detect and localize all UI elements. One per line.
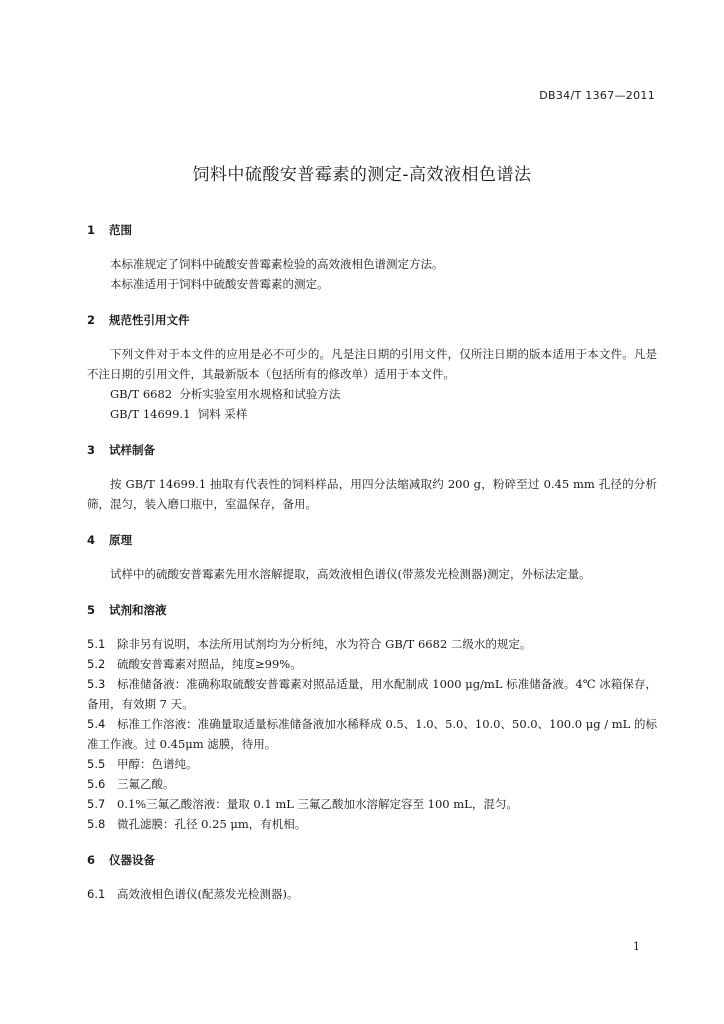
clause-text: 甲醇：色谱纯。 — [117, 757, 198, 771]
section-title: 试样制备 — [109, 443, 156, 457]
clause-text: 0.1%三氟乙酸溶液：量取 0.1 mL 三氟乙酸加水溶解定容至 100 mL，混匀。 — [117, 797, 518, 811]
section-1-heading — [87, 220, 657, 240]
page-number: 1 — [633, 940, 640, 953]
clause-number: 6.1 — [87, 887, 106, 901]
section-4-heading — [87, 530, 657, 550]
clause-text: 除非另有说明，本法所用试剂均为分析纯，水为符合 GB/T 6682 二级水的规定。 — [117, 637, 532, 651]
section-number: 3 — [87, 443, 96, 457]
clause-5-8 — [87, 814, 657, 834]
section-title: 试剂和溶液 — [109, 603, 167, 617]
clause-5-5 — [87, 754, 657, 774]
section-4-paragraph: 试样中的硫酸安普霉素先用水溶解提取，高效液相色谱仪(带蒸发光检测器)测定，外标法定量。 — [110, 567, 591, 581]
section-title: 原理 — [109, 533, 133, 547]
reference-gbt-14699: GB/T 14699.1 饲料 采样 — [110, 407, 248, 421]
section-title: 仪器设备 — [109, 853, 156, 867]
clause-text: 三氟乙酸。 — [117, 777, 175, 791]
clause-5-4 — [87, 714, 657, 754]
section-3-paragraph: 按 GB/T 14699.1 抽取有代表性的饲料样品，用四分法缩减取约 200 g，粉碎至过 0.45 mm 孔径的分析筛，混匀，装入磨口瓶中，室温保存，备用。 — [87, 477, 657, 511]
section-number: 4 — [87, 533, 96, 547]
section-3-heading — [87, 440, 657, 460]
section-1-line-2: 本标准适用于饲料中硫酸安普霉素的测定。 — [110, 277, 329, 291]
clause-text: 硫酸安普霉素对照品，纯度≥99%。 — [117, 657, 302, 671]
section-number: 5 — [87, 603, 96, 617]
section-number: 6 — [87, 853, 96, 867]
section-title: 规范性引用文件 — [109, 313, 190, 327]
section-6-heading — [87, 850, 657, 870]
clause-number: 5.2 — [87, 657, 106, 671]
section-5-heading — [87, 600, 657, 620]
section-number: 2 — [87, 313, 96, 327]
clause-number: 5.6 — [87, 777, 106, 791]
clause-5-6 — [87, 774, 657, 794]
clause-number: 5.3 — [87, 677, 106, 691]
document-title: 饲料中硫酸安普霉素的测定-高效液相色谱法 — [192, 165, 532, 185]
standard-code: DB34/T 1367—2011 — [539, 89, 655, 102]
clause-number: 5.4 — [87, 717, 106, 731]
clause-number: 5.5 — [87, 757, 106, 771]
clause-number: 5.1 — [87, 637, 106, 651]
section-title: 范围 — [109, 223, 133, 237]
section-1-line-1: 本标准规定了饲料中硫酸安普霉素检验的高效液相色谱测定方法。 — [110, 257, 444, 271]
clause-text: 高效液相色谱仪(配蒸发光检测器)。 — [117, 887, 299, 901]
clause-text: 标准工作溶液：准确量取适量标准储备液加水稀释成 0.5、1.0、5.0、10.0、50.0、100.0 μg / mL 的标准工作液。过 0.45μm 滤膜，待用。 — [87, 717, 657, 751]
clause-text: 标准储备液：准确称取硫酸安普霉素对照品适量，用水配制成 1000 μg/mL 标准储备液。4℃ 冰箱保存，备用，有效期 7 天。 — [87, 677, 657, 711]
document-body — [87, 220, 657, 904]
clause-6-1 — [87, 884, 657, 904]
section-2-heading — [87, 310, 657, 330]
clause-5-7 — [87, 794, 657, 814]
clause-5-2 — [87, 654, 657, 674]
clause-number: 5.8 — [87, 817, 106, 831]
reference-gbt-6682: GB/T 6682 分析实验室用水规格和试验方法 — [110, 387, 341, 401]
section-2-paragraph: 下列文件对于本文件的应用是必不可少的。凡是注日期的引用文件，仅所注日期的版本适用于本文件。凡是不注日期的引用文件，其最新版本（包括所有的修改单）适用于本文件。 — [87, 347, 657, 381]
section-number: 1 — [87, 223, 96, 237]
clause-number: 5.7 — [87, 797, 106, 811]
clause-5-1 — [87, 634, 657, 654]
clause-text: 微孔滤膜：孔径 0.25 μm，有机相。 — [117, 817, 307, 831]
clause-5-3 — [87, 674, 657, 714]
